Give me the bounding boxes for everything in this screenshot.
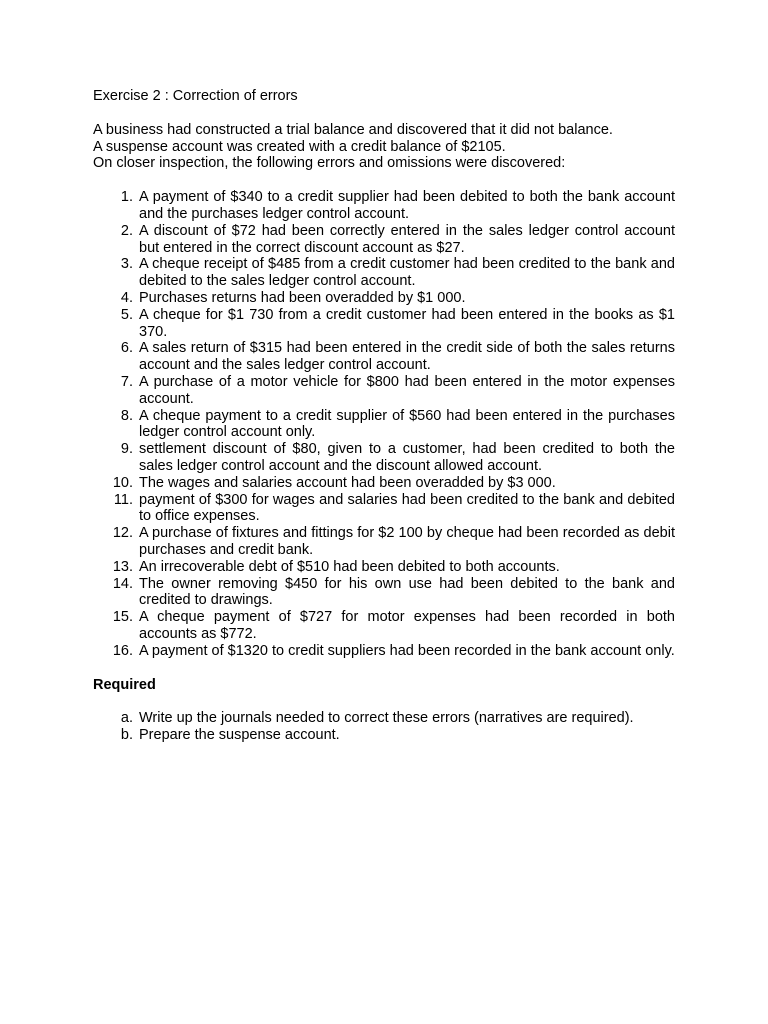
error-number: 13. [112,558,133,575]
error-number: 16. [112,642,133,659]
task-text: Prepare the suspense account. [139,727,340,744]
error-item [93,223,675,257]
error-text: A payment of $340 to a credit supplier had been debited to both the bank account and the purchases ledger control account. [139,189,675,222]
error-number: 4. [120,289,133,306]
error-item [93,609,675,643]
error-text: The wages and salaries account had been overadded by $3 000. [139,474,556,491]
error-text: A cheque payment of $727 for motor expenses had been recorded in both accounts as $772. [139,609,675,642]
error-number: 15. [112,609,133,626]
error-item [93,189,675,223]
error-number: 9. [120,441,133,458]
error-text: A cheque payment to a credit supplier of $560 had been entered in the purchases ledger control account only. [139,407,675,441]
error-number: 10. [112,474,133,491]
error-text: A purchase of a motor vehicle for $800 had been entered in the motor expenses account. [139,373,675,407]
error-item [93,441,675,475]
errors-list [93,189,675,659]
error-number: 11. [113,491,133,508]
error-item [93,643,675,660]
document-page [93,88,675,744]
error-number: 3. [120,256,133,273]
task-item [93,710,675,727]
tasks-list [93,710,675,744]
error-item [93,576,675,610]
error-item [93,408,675,442]
error-text: The owner removing $450 for his own use had been debited to the bank and credited to drawings. [139,575,675,609]
task-letter: b. [120,727,133,744]
error-text: A payment of $1320 to credit suppliers had been recorded in the bank account only. [139,642,675,659]
error-item [93,525,675,559]
error-text: A purchase of fixtures and fittings for $2 100 by cheque had been recorded as debit purchases and credit bank. [139,525,675,558]
task-letter: a. [120,710,133,727]
error-number: 5. [120,306,133,323]
task-text: Write up the journals needed to correct these errors (narratives are required). [139,710,634,727]
error-number: 2. [120,222,133,239]
error-number: 6. [120,340,133,357]
error-number: 14. [112,575,133,592]
error-text: A cheque receipt of $485 from a credit customer had been credited to the bank and debited to the sales ledger control account. [139,256,675,290]
error-number: 1. [120,189,133,206]
intro-line: A business had constructed a trial balance and discovered that it did not balance. [93,121,613,138]
error-item [93,475,675,492]
error-item [93,307,675,341]
required-heading: Required [93,676,156,693]
exercise-title: Exercise 2 : Correction of errors [93,88,298,104]
intro-paragraph [93,122,675,172]
error-number: 8. [120,407,133,424]
error-item [93,559,675,576]
error-text: settlement discount of $80, given to a customer, had been credited to both the sales ledger control account and the discount allowed account. [139,441,675,474]
intro-line: A suspense account was created with a credit balance of $2105. [93,138,506,155]
task-item [93,727,675,744]
error-number: 12. [112,525,133,542]
error-item [93,374,675,408]
error-text: A cheque for $1 730 from a credit customer had been entered in the books as $1 370. [139,306,675,340]
error-item [93,290,675,307]
error-item [93,340,675,374]
error-text: payment of $300 for wages and salaries had been credited to the bank and debited to office expenses. [139,491,675,525]
error-text: A sales return of $315 had been entered in the credit side of both the sales returns account and the sales ledger control account. [139,340,675,374]
error-item [93,492,675,526]
error-item [93,256,675,290]
error-text: An irrecoverable debt of $510 had been debited to both accounts. [139,558,560,575]
error-number: 7. [120,373,133,390]
error-text: Purchases returns had been overadded by $1 000. [139,289,466,306]
error-text: A discount of $72 had been correctly entered in the sales ledger control account but entered in the correct discount account as $27. [139,222,675,256]
intro-line: On closer inspection, the following errors and omissions were discovered: [93,155,566,172]
